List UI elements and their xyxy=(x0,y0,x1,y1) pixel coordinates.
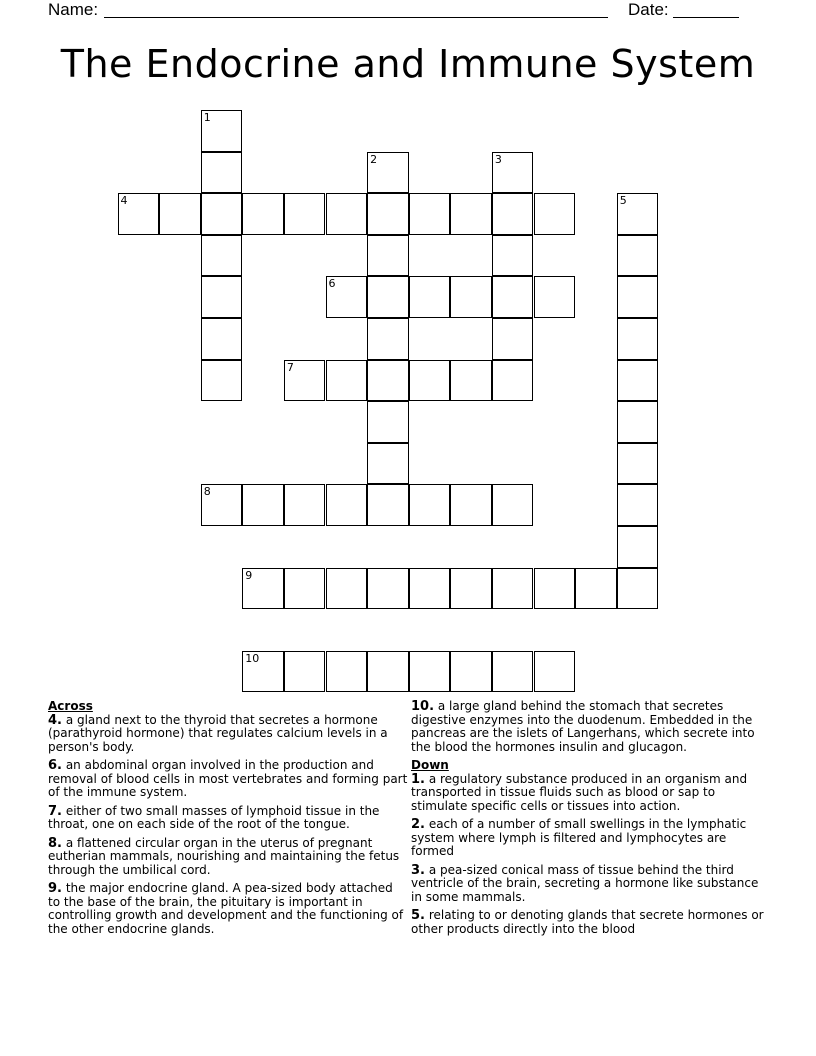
clue-number: 8. xyxy=(48,835,62,851)
grid-cell[interactable] xyxy=(367,193,409,235)
clue-text: a flattened circular organ in the uterus of pregnant eutherian mammals, nourishing and maintaining the fetus through the umbilical cord. xyxy=(48,835,400,877)
clue-across-8 xyxy=(48,837,408,878)
grid-cell[interactable] xyxy=(118,193,160,235)
grid-cell[interactable] xyxy=(534,193,576,235)
clue-number-label: 6 xyxy=(328,277,336,291)
grid-cell[interactable] xyxy=(201,152,243,194)
grid-cell[interactable] xyxy=(367,360,409,402)
grid-cell[interactable] xyxy=(534,568,576,610)
grid-cell[interactable] xyxy=(367,276,409,318)
grid-cell[interactable] xyxy=(201,110,243,152)
clue-number: 5. xyxy=(411,908,425,923)
grid-cell[interactable] xyxy=(201,360,243,402)
grid-cell[interactable] xyxy=(242,568,284,610)
grid-cell[interactable] xyxy=(617,360,659,402)
grid-cell[interactable] xyxy=(617,484,659,526)
grid-cell[interactable] xyxy=(159,193,201,235)
clue-across-7 xyxy=(48,805,408,832)
grid-cell[interactable] xyxy=(617,401,659,443)
clue-across-9 xyxy=(48,882,408,936)
grid-cell[interactable] xyxy=(575,568,617,610)
grid-cell[interactable] xyxy=(617,235,659,277)
clue-down-1 xyxy=(411,773,773,814)
grid-cell[interactable] xyxy=(492,152,534,194)
grid-cell[interactable] xyxy=(326,484,368,526)
grid-cell[interactable] xyxy=(201,193,243,235)
grid-cell[interactable] xyxy=(617,443,659,485)
grid-cell[interactable] xyxy=(367,651,409,693)
clue-number-label: 4 xyxy=(120,194,128,208)
grid-cell[interactable] xyxy=(450,568,492,610)
grid-cell[interactable] xyxy=(367,484,409,526)
page-title: The Endocrine and Immune System xyxy=(60,42,756,86)
grid-cell[interactable] xyxy=(201,276,243,318)
grid-cell[interactable] xyxy=(367,152,409,194)
grid-cell[interactable] xyxy=(492,193,534,235)
clue-across-10 xyxy=(411,700,773,754)
down-heading: Down xyxy=(411,758,449,772)
grid-cell[interactable] xyxy=(367,318,409,360)
grid-cell[interactable] xyxy=(492,651,534,693)
grid-cell[interactable] xyxy=(450,193,492,235)
date-label: Date: xyxy=(628,0,669,19)
grid-cell[interactable] xyxy=(367,401,409,443)
grid-cell[interactable] xyxy=(284,651,326,693)
grid-cell[interactable] xyxy=(492,360,534,402)
grid-cell[interactable] xyxy=(201,318,243,360)
clue-number: 6. xyxy=(48,758,62,773)
grid-cell[interactable] xyxy=(617,276,659,318)
clue-number: 3. xyxy=(411,862,425,878)
grid-cell[interactable] xyxy=(534,651,576,693)
grid-cell[interactable] xyxy=(409,651,451,693)
clue-across-4 xyxy=(48,714,408,755)
clue-number-label: 9 xyxy=(245,568,253,582)
grid-cell[interactable] xyxy=(284,360,326,402)
clue-number-label: 3 xyxy=(494,152,502,166)
grid-cell[interactable] xyxy=(492,276,534,318)
clue-down-2 xyxy=(411,818,773,859)
grid-cell[interactable] xyxy=(242,484,284,526)
clue-number-label: 5 xyxy=(619,194,627,208)
clue-text: a regulatory substance produced in an organism and transported in tissue fluids such as blood or sap to stimulate specific cells or tissues into action. xyxy=(411,771,748,813)
grid-cell[interactable] xyxy=(409,276,451,318)
grid-cell[interactable] xyxy=(326,360,368,402)
clue-down-3 xyxy=(411,864,773,905)
clue-number: 1. xyxy=(411,771,425,787)
grid-cell[interactable] xyxy=(450,360,492,402)
grid-cell[interactable] xyxy=(409,360,451,402)
grid-cell[interactable] xyxy=(450,484,492,526)
grid-cell[interactable] xyxy=(492,484,534,526)
name-label: Name: xyxy=(48,0,99,19)
clue-number: 4. xyxy=(48,712,62,728)
clue-number-label: 2 xyxy=(370,152,378,166)
grid-cell[interactable] xyxy=(617,568,659,610)
grid-cell[interactable] xyxy=(492,318,534,360)
grid-cell[interactable] xyxy=(326,568,368,610)
clue-number: 7. xyxy=(48,803,62,819)
clue-number: 2. xyxy=(411,817,425,832)
grid-cell[interactable] xyxy=(450,276,492,318)
grid-cell[interactable] xyxy=(492,235,534,277)
grid-cell[interactable] xyxy=(492,568,534,610)
clues-left-column xyxy=(48,700,408,941)
grid-cell[interactable] xyxy=(409,193,451,235)
clue-text: either of two small masses of lymphoid tissue in the throat, one on each side of the root of the tongue. xyxy=(48,803,380,831)
clue-text: an abdominal organ involved in the production and removal of blood cells in most vertebrates and forming part of the immune system. xyxy=(48,758,408,799)
grid-cell[interactable] xyxy=(242,193,284,235)
grid-cell[interactable] xyxy=(326,193,368,235)
clue-number: 10. xyxy=(411,699,435,714)
grid-cell[interactable] xyxy=(450,651,492,693)
clue-text: a gland next to the thyroid that secretes a hormone (parathyroid hormone) that regulates calcium levels in a person's body. xyxy=(48,712,388,754)
across-heading: Across xyxy=(48,699,93,713)
grid-cell[interactable] xyxy=(617,318,659,360)
clues-right-column xyxy=(411,700,773,941)
grid-cell[interactable] xyxy=(284,484,326,526)
clue-across-6 xyxy=(48,759,408,800)
clue-text: a pea-sized conical mass of tissue behind the third ventricle of the brain, secreting a hormone like substance in some mammals. xyxy=(411,862,759,904)
grid-cell[interactable] xyxy=(409,568,451,610)
clue-text: the major endocrine gland. A pea-sized body attached to the base of the brain, the pituitary is important in controlling growth and development and the functioning of the other endocrine glands. xyxy=(48,881,404,936)
grid-cell[interactable] xyxy=(201,235,243,277)
clue-number-label: 7 xyxy=(286,360,294,374)
grid-cell[interactable] xyxy=(367,568,409,610)
clue-text: relating to or denoting glands that secrete hormones or other products directly into the blood xyxy=(411,908,764,936)
clue-number-label: 8 xyxy=(203,485,211,499)
grid-cell[interactable] xyxy=(326,651,368,693)
clue-number: 9. xyxy=(48,881,62,896)
clue-down-5 xyxy=(411,909,773,936)
clue-text: each of a number of small swellings in the lymphatic system where lymph is filtered and lymphocytes are formed xyxy=(411,817,747,858)
clue-number-label: 1 xyxy=(203,111,211,124)
grid-cell[interactable] xyxy=(242,651,284,693)
grid-cell[interactable] xyxy=(326,276,368,318)
clue-number-label: 10 xyxy=(245,651,260,665)
grid-cell[interactable] xyxy=(284,193,326,235)
grid-cell[interactable] xyxy=(367,443,409,485)
grid-cell[interactable] xyxy=(534,276,576,318)
grid-cell[interactable] xyxy=(201,484,243,526)
grid-cell[interactable] xyxy=(284,568,326,610)
grid-cell[interactable] xyxy=(617,526,659,568)
grid-cell[interactable] xyxy=(367,235,409,277)
clue-text: a large gland behind the stomach that secretes digestive enzymes into the duodenum. Embedded in the pancreas are the islets of Langerhans, which secrete into the blood the hormones insulin and glucagon. xyxy=(411,699,755,754)
grid-cell[interactable] xyxy=(617,193,659,235)
grid-cell[interactable] xyxy=(409,484,451,526)
